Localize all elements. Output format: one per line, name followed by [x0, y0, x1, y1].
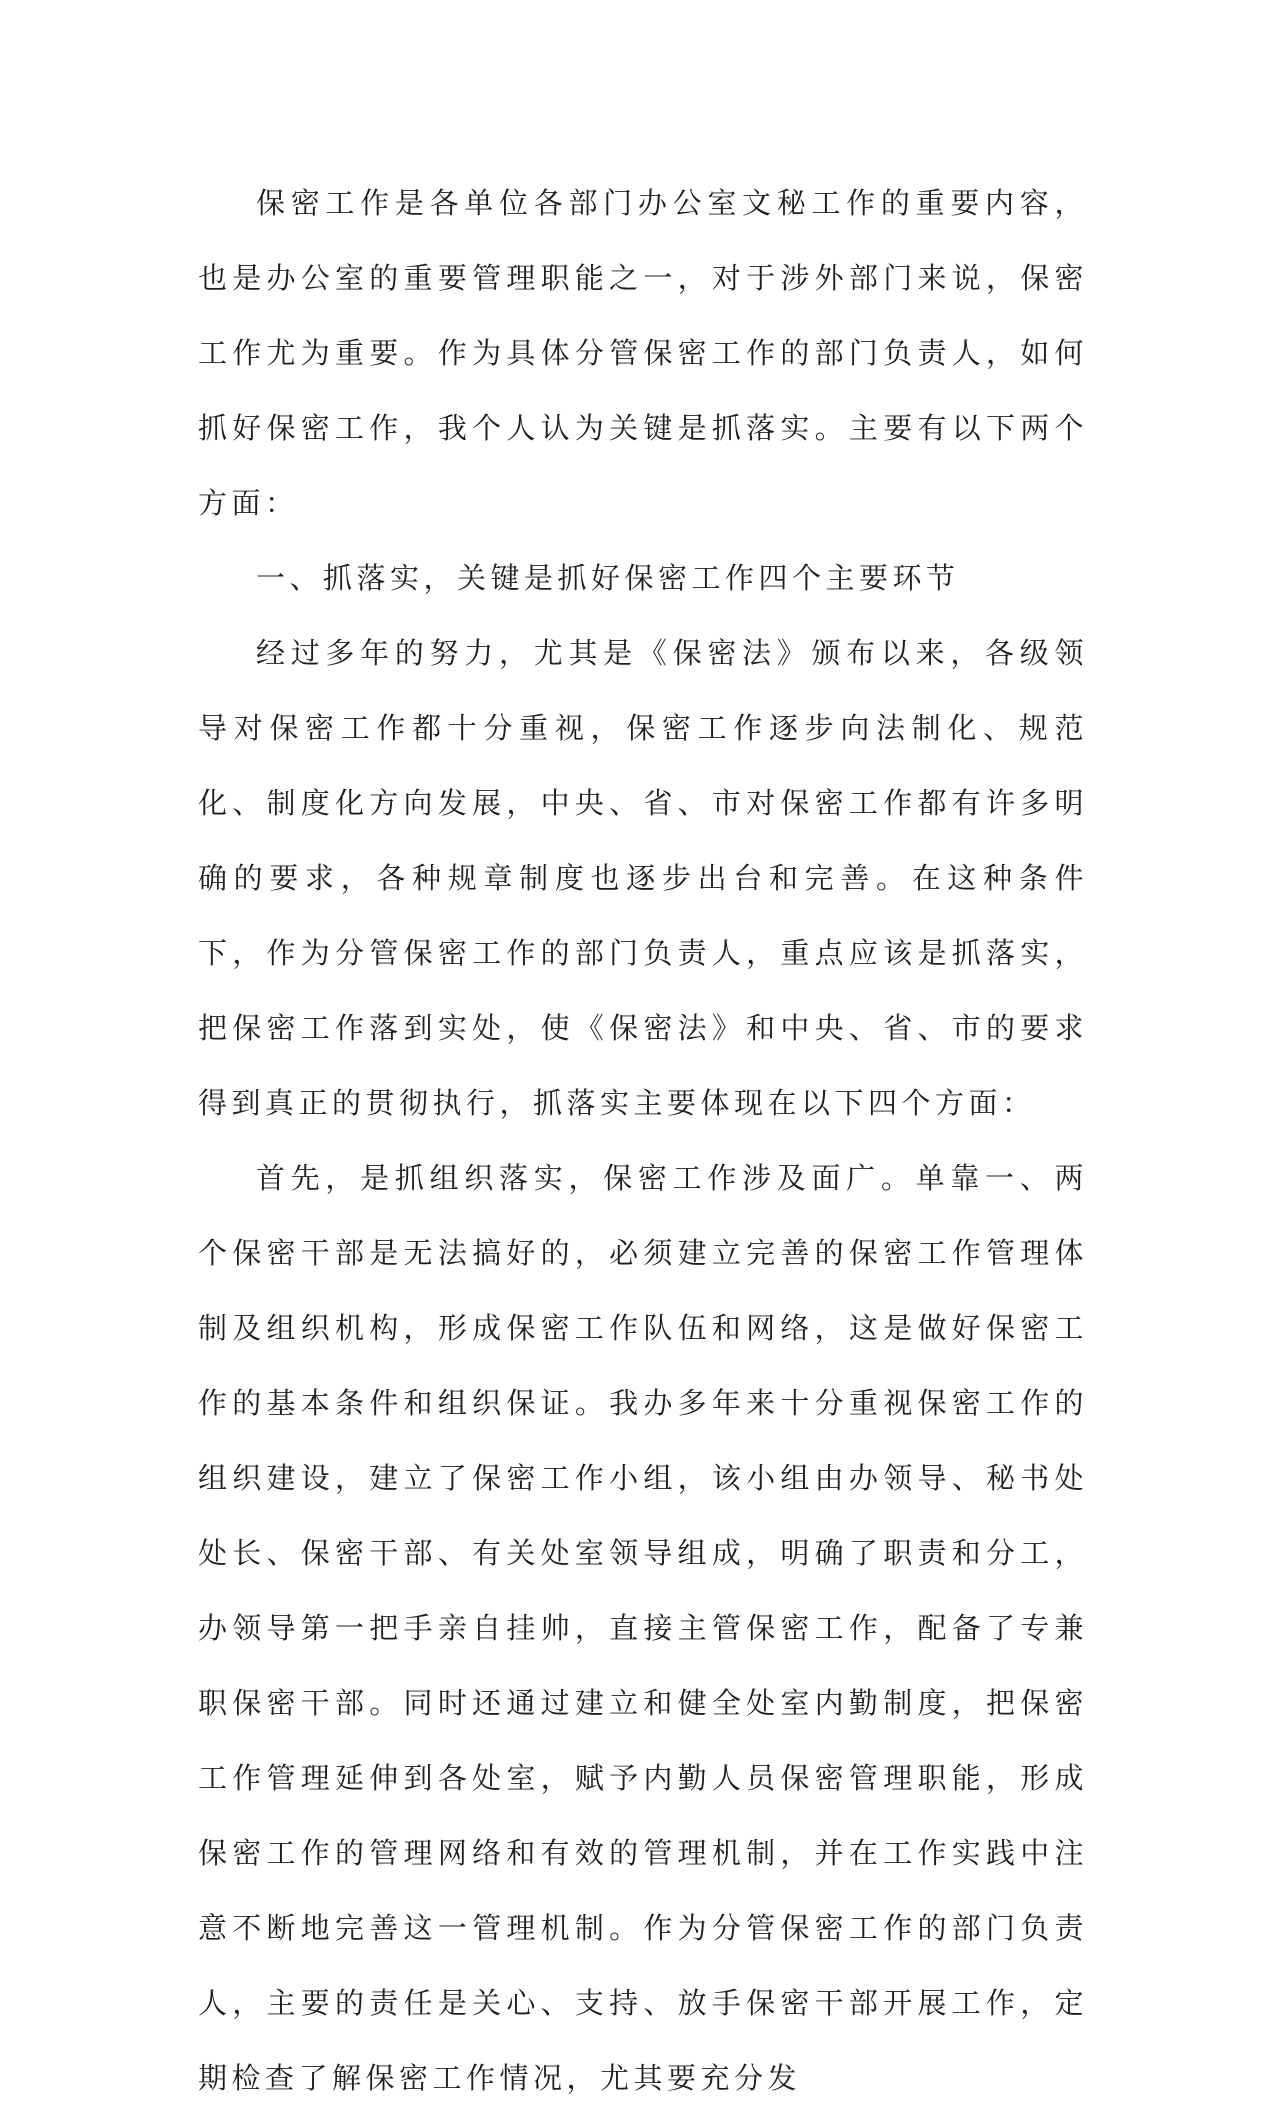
- document-body: [198, 166, 1088, 2116]
- section-heading: 一、抓落实，关键是抓好保密工作四个主要环节: [256, 561, 960, 595]
- paragraph-organization: 首先，是抓组织落实，保密工作涉及面广。单靠一、两个保密干部是无法搞好的，必须建立完善的保密工作管理体制及组织机构，形成保密工作队伍和网络，这是做好保密工作的基本条件和组织保证。我办多年来十分重视保密工作的组织建设，建立了保密工作小组，该小组由办领导、秘书处处长、保密干部、有关处室领导组成，明确了职责和分工，办领导第一把手亲自挂帅，直接主管保密工作，配备了专兼职保密干部。同时还通过建立和健全处室内勤制度，把保密工作管理延伸到各处室，赋予内勤人员保密管理职能，形成保密工作的管理网络和有效的管理机制，并在工作实践中注意不断地完善这一管理机制。作为分管保密工作的部门负责人，主要的责任是关心、支持、放手保密干部开展工作，定期检查了解保密工作情况，尤其要充分发: [198, 1161, 1088, 2095]
- paragraph-background: 经过多年的努力，尤其是《保密法》颁布以来，各级领导对保密工作都十分重视，保密工作逐步向法制化、规范化、制度化方向发展，中央、省、市对保密工作都有许多明确的要求，各种规章制度也逐步出台和完善。在这种条件下，作为分管保密工作的部门负责人，重点应该是抓落实，把保密工作落到实处，使《保密法》和中央、省、市的要求得到真正的贯彻执行，抓落实主要体现在以下四个方面：: [198, 636, 1088, 1120]
- paragraph-intro: 保密工作是各单位各部门办公室文秘工作的重要内容，也是办公室的重要管理职能之一，对于涉外部门来说，保密工作尤为重要。作为具体分管保密工作的部门负责人，如何抓好保密工作，我个人认为关键是抓落实。主要有以下两个方面：: [198, 186, 1088, 520]
